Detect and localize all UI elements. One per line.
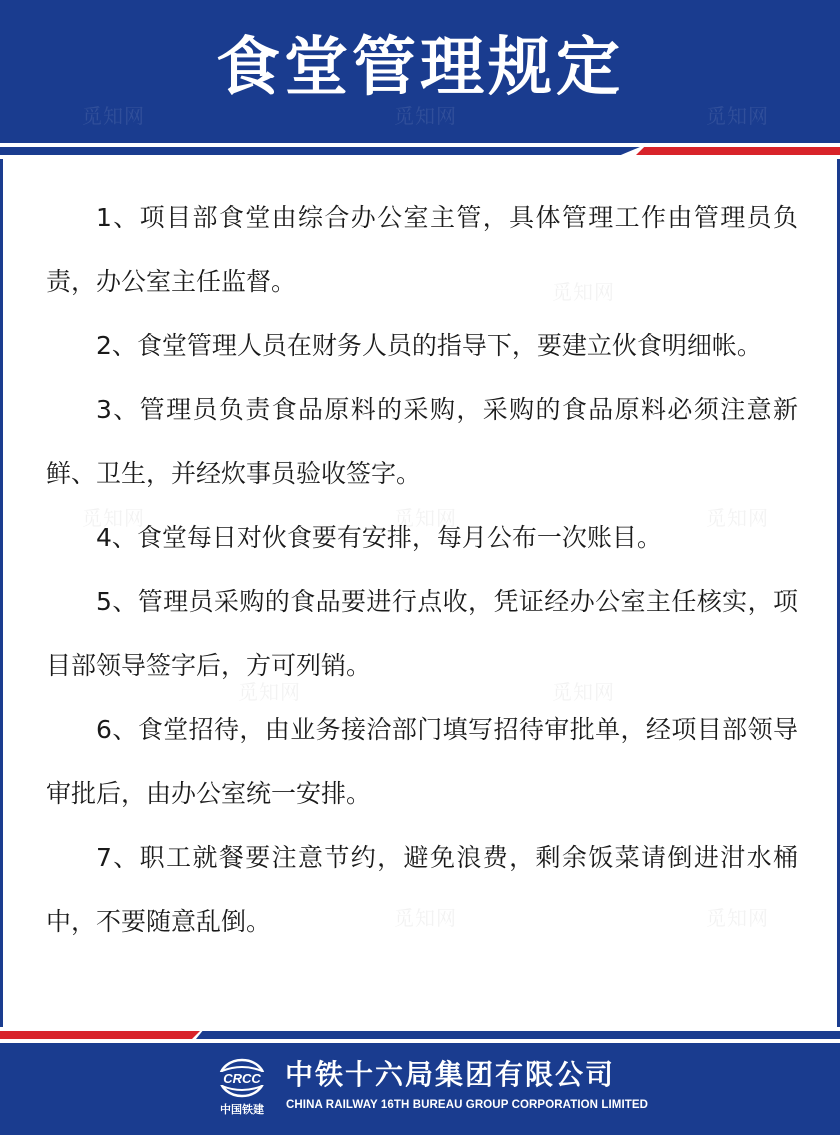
company-name-en: CHINA RAILWAY 16TH BUREAU GROUP CORPORATION LIMITED — [286, 1099, 649, 1111]
rule-item: 3、管理员负责食品原料的采购，采购的食品原料必须注意新鲜、卫生，并经炊事员验收签字。 — [46, 395, 798, 488]
watermark: 觅知网 — [706, 506, 769, 530]
rule-item: 4、食堂每日对伙食要有安排，每月公布一次账目。 — [96, 523, 662, 552]
rule-item: 5、管理员采购的食品要进行点收，凭证经办公室主任核实，项目部领导签字后，方可列销。 — [46, 587, 798, 680]
stripe-blue — [196, 1031, 840, 1039]
left-border — [0, 159, 3, 1027]
watermark: 觅知网 — [706, 104, 769, 128]
stripe-red — [636, 147, 840, 155]
logo-caption: 中国铁建 — [220, 1103, 264, 1116]
header-stripe — [0, 143, 840, 159]
page-title: 食堂管理规定 — [216, 31, 624, 105]
watermark: 觅知网 — [238, 680, 301, 704]
header-banner — [0, 0, 840, 143]
watermark: 觅知网 — [394, 906, 457, 930]
rule-item: 1、项目部食堂由综合办公室主管，具体管理工作由管理员负责，办公室主任监督。 — [46, 203, 798, 296]
footer-stripe — [0, 1027, 840, 1043]
rule-item: 7、职工就餐要注意节约，避免浪费，剩余饭菜请倒进泔水桶中，不要随意乱倒。 — [46, 843, 798, 936]
stripe-red — [0, 1031, 200, 1039]
watermark: 觅知网 — [706, 906, 769, 930]
footer-banner — [0, 1043, 840, 1135]
rules-list — [46, 186, 798, 954]
watermark: 觅知网 — [394, 104, 457, 128]
crcc-globe-icon — [210, 1057, 274, 1101]
watermark: 觅知网 — [552, 680, 615, 704]
watermark: 觅知网 — [394, 506, 457, 530]
logo-text: CRCC — [223, 1071, 261, 1086]
company-logo — [210, 1057, 274, 1123]
company-name-cn: 中铁十六局集团有限公司 — [285, 1058, 616, 1091]
watermark: 觅知网 — [82, 104, 145, 128]
watermark: 觅知网 — [82, 506, 145, 530]
watermark: 觅知网 — [552, 280, 615, 304]
stripe-blue — [0, 147, 640, 155]
rule-item: 6、食堂招待，由业务接洽部门填写招待审批单，经项目部领导审批后，由办公室统一安排。 — [46, 715, 798, 808]
rule-item: 2、食堂管理人员在财务人员的指导下，要建立伙食明细帐。 — [96, 331, 762, 360]
